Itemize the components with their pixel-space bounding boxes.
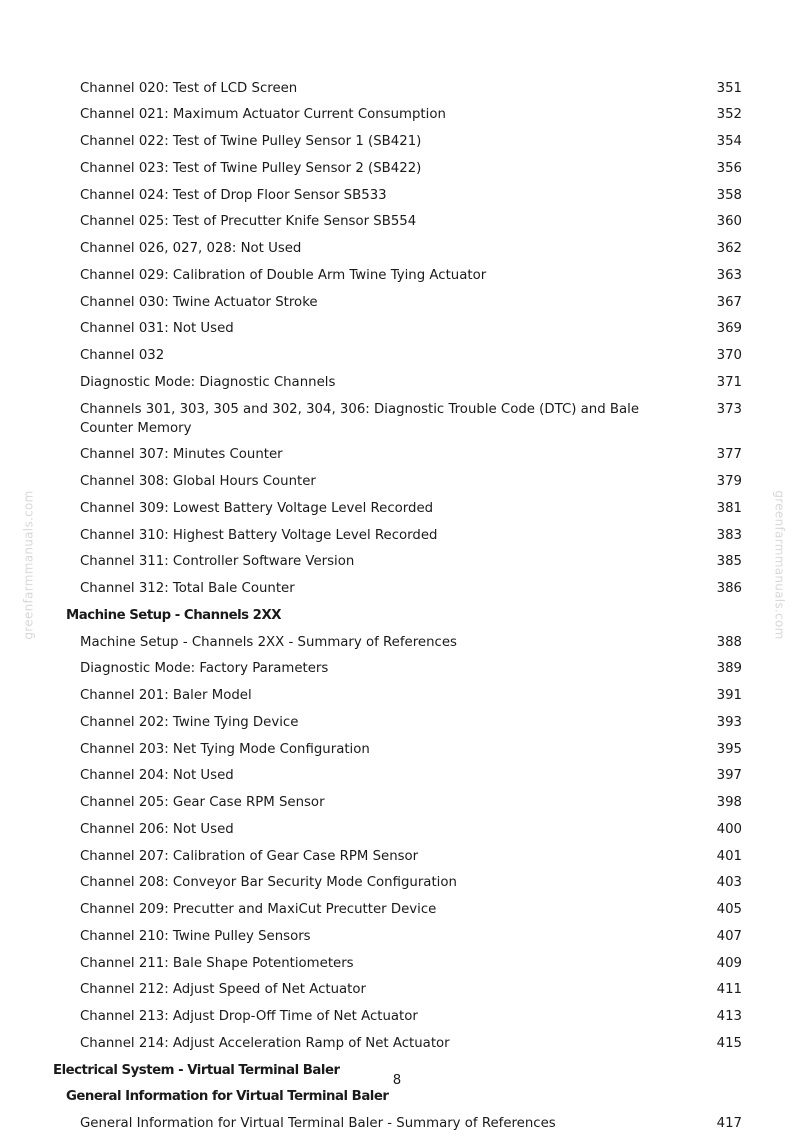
toc-entry-page-number: 411 — [716, 982, 742, 998]
toc-entry-page-number: 400 — [716, 821, 742, 837]
toc-entry-title: Channel 025: Test of Precutter Knife Sensor SB554 — [80, 214, 417, 230]
toc-entry[interactable] — [0, 1005, 794, 1027]
toc-entry[interactable] — [0, 791, 794, 813]
toc-entry[interactable] — [0, 871, 794, 893]
toc-entry[interactable] — [0, 156, 794, 178]
toc-entry-title: Channel 307: Minutes Counter — [80, 447, 283, 463]
toc-entry-title: Channel 203: Net Tying Mode Configuration — [80, 741, 370, 757]
toc-entry-title: Diagnostic Mode: Factory Parameters — [80, 661, 329, 677]
toc-entry-title: Channel 213: Adjust Drop-Off Time of Net Actuator — [80, 1009, 418, 1024]
toc-entry-page-number: 401 — [716, 848, 742, 864]
toc-entry-title: Channel 214: Adjust Acceleration Ramp of Net Actuator — [80, 1035, 450, 1051]
toc-entry-page-number: 388 — [716, 634, 742, 650]
toc-entry-page-number: 385 — [716, 554, 742, 570]
toc-entry-title: Channel 310: Highest Battery Voltage Level Recorded — [80, 527, 438, 543]
toc-entry[interactable] — [0, 263, 794, 285]
toc-entry[interactable] — [0, 370, 794, 392]
toc-entry-title: General Information for Virtual Terminal Baler - Summary of References — [80, 1116, 556, 1131]
toc-entry-title: Diagnostic Mode: Diagnostic Channels — [80, 374, 336, 390]
toc-entry-page-number: 389 — [716, 661, 742, 677]
toc-entry-title: Channel 308: Global Hours Counter — [80, 474, 316, 489]
toc-entry-title: Channel 022: Test of Twine Pulley Sensor 1 (SB421) — [80, 134, 422, 149]
toc-entry-title: Channel 206: Not Used — [80, 821, 234, 837]
toc-entry-title: Channel 031: Not Used — [80, 321, 234, 337]
page-number: 8 — [392, 1073, 402, 1088]
toc-entry[interactable] — [0, 817, 794, 839]
toc-entry-page-number: 403 — [716, 875, 742, 891]
toc-entry[interactable] — [0, 978, 794, 1000]
toc-entry[interactable] — [0, 577, 794, 599]
toc-entry[interactable] — [0, 496, 794, 518]
toc-entry-page-number: 409 — [716, 955, 742, 971]
toc-entry[interactable] — [0, 764, 794, 786]
toc-entry-title: Channel 309: Lowest Battery Voltage Level Recorded — [80, 500, 434, 516]
toc-section-heading[interactable] — [0, 603, 794, 625]
toc-entry[interactable] — [0, 470, 794, 492]
toc-entry-page-number: 373 — [716, 401, 742, 417]
toc-entry[interactable] — [0, 1112, 794, 1134]
toc-entry-title: Machine Setup - Channels 2XX — [66, 607, 281, 623]
toc-entry-title: Channel 029: Calibration of Double Arm Twine Tying Actuator — [80, 267, 487, 283]
toc-entry[interactable] — [0, 344, 794, 366]
toc-entry-title: Channel 207: Calibration of Gear Case RPM Sensor — [80, 848, 419, 864]
toc-entry-page-number: 395 — [716, 741, 742, 757]
toc-entry-title: Channel 311: Controller Software Version — [80, 554, 355, 570]
toc-entry-title: General Information for Virtual Terminal Baler — [66, 1089, 389, 1105]
toc-entry-title: Channel 024: Test of Drop Floor Sensor SB533 — [80, 187, 387, 203]
toc-entry-title: Channel 204: Not Used — [80, 768, 234, 784]
toc-entry-page-number: 354 — [716, 134, 742, 149]
table-of-contents — [0, 76, 794, 1138]
toc-entry-title: Machine Setup - Channels 2XX - Summary of References — [80, 634, 457, 650]
toc-entry-title: Channel 032 — [80, 348, 165, 363]
toc-entry[interactable] — [0, 103, 794, 125]
toc-entry[interactable] — [0, 237, 794, 259]
toc-entry-title: Channel 211: Bale Shape Potentiometers — [80, 955, 354, 971]
toc-entry-page-number: 407 — [716, 928, 742, 944]
toc-entry-page-number: 369 — [716, 321, 742, 337]
toc-entry-title: Electrical System - Virtual Terminal Baler — [53, 1062, 340, 1078]
toc-entry[interactable] — [0, 397, 794, 438]
toc-entry[interactable] — [0, 710, 794, 732]
toc-entry[interactable] — [0, 210, 794, 232]
toc-entry-title: Channel 208: Conveyor Bar Security Mode Configuration — [80, 875, 457, 891]
toc-entry-title: Channel 201: Baler Model — [80, 688, 252, 703]
toc-entry-page-number: 363 — [716, 267, 742, 283]
toc-entry-page-number: 415 — [716, 1035, 742, 1051]
toc-entry-page-number: 367 — [716, 294, 742, 310]
toc-entry-page-number: 360 — [716, 214, 742, 230]
toc-entry-title: Channel 202: Twine Tying Device — [80, 714, 299, 730]
toc-entry-title: Channel 209: Precutter and MaxiCut Precutter Device — [80, 902, 437, 917]
toc-entry[interactable] — [0, 130, 794, 152]
toc-entry[interactable] — [0, 183, 794, 205]
toc-entry-title: Channel 020: Test of LCD Screen — [80, 80, 298, 96]
watermark-left: greenfarmmanuals.com — [21, 490, 36, 640]
toc-entry[interactable] — [0, 924, 794, 946]
toc-entry[interactable] — [0, 1031, 794, 1053]
toc-entry[interactable] — [0, 951, 794, 973]
toc-entry-title: Channel 026, 027, 028: Not Used — [80, 241, 302, 256]
toc-entry[interactable] — [0, 523, 794, 545]
toc-entry-title: Channel 212: Adjust Speed of Net Actuator — [80, 982, 366, 998]
toc-entry-title: Channel 023: Test of Twine Pulley Sensor 2 (SB422) — [80, 160, 422, 176]
toc-entry-title: Channel 312: Total Bale Counter — [80, 581, 295, 596]
toc-entry[interactable] — [0, 317, 794, 339]
toc-entry-page-number: 405 — [716, 902, 742, 917]
toc-entry-page-number: 358 — [716, 187, 742, 203]
toc-entry[interactable] — [0, 630, 794, 652]
toc-entry-page-number: 393 — [716, 714, 742, 730]
toc-entry-page-number: 356 — [716, 160, 742, 176]
toc-entry-page-number: 352 — [716, 107, 742, 123]
toc-entry-page-number: 351 — [716, 80, 742, 96]
toc-entry[interactable] — [0, 550, 794, 572]
toc-entry-page-number: 383 — [716, 527, 742, 543]
toc-entry-page-number: 386 — [716, 581, 742, 596]
toc-entry[interactable] — [0, 684, 794, 706]
toc-entry-title: Channel 021: Maximum Actuator Current Consumption — [80, 107, 446, 123]
toc-entry[interactable] — [0, 443, 794, 465]
toc-entry-title: Channel 210: Twine Pulley Sensors — [80, 928, 311, 944]
watermark-right: greenfarmmanuals.com — [772, 490, 787, 640]
toc-entry[interactable] — [0, 657, 794, 679]
toc-entry[interactable] — [0, 898, 794, 920]
toc-entry-page-number: 371 — [716, 374, 742, 390]
toc-entry-page-number: 391 — [716, 688, 742, 703]
toc-entry-page-number: 413 — [716, 1009, 742, 1024]
toc-entry-title: Channels 301, 303, 305 and 302, 304, 306: Diagnostic Trouble Code (DTC) and Bale Counter Memory — [80, 401, 640, 436]
toc-entry[interactable] — [0, 290, 794, 312]
toc-entry-title: Channel 030: Twine Actuator Stroke — [80, 294, 318, 310]
toc-entry-page-number: 398 — [716, 795, 742, 810]
toc-entry-page-number: 379 — [716, 474, 742, 489]
toc-entry[interactable] — [0, 737, 794, 759]
toc-entry[interactable] — [0, 844, 794, 866]
toc-entry-page-number: 381 — [716, 500, 742, 516]
toc-entry-page-number: 370 — [716, 348, 742, 363]
toc-entry-page-number: 417 — [716, 1116, 742, 1131]
toc-entry-title: Channel 205: Gear Case RPM Sensor — [80, 795, 325, 810]
toc-entry-page-number: 397 — [716, 768, 742, 784]
toc-entry-page-number: 362 — [716, 241, 742, 256]
toc-entry[interactable] — [0, 76, 794, 98]
toc-entry-page-number: 377 — [716, 447, 742, 463]
